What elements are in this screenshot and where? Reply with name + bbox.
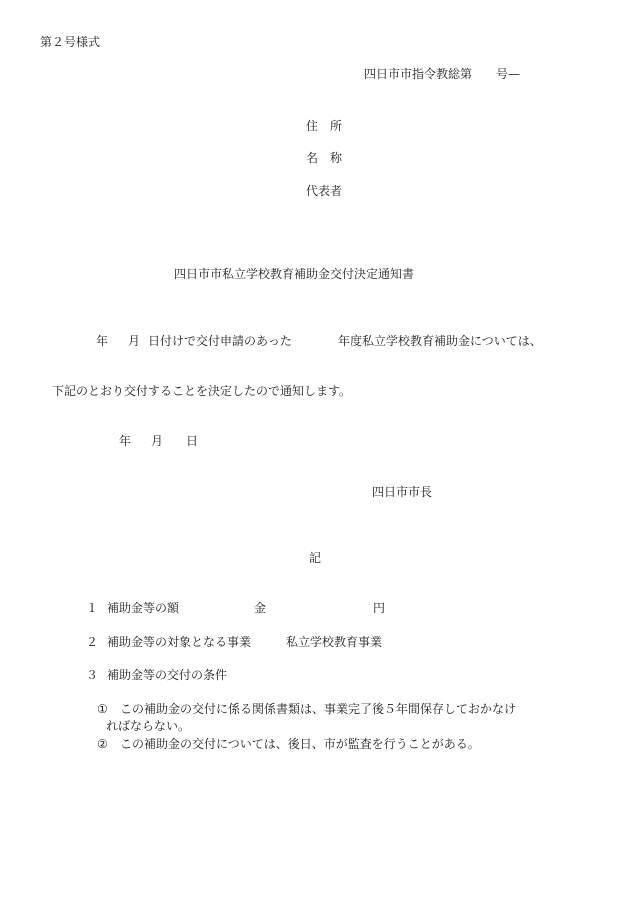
condition2-mark: ② bbox=[97, 737, 108, 751]
item1-yen: 円 bbox=[373, 601, 386, 615]
document-title: 四日市市私立学校教育補助金交付決定通知書 bbox=[174, 267, 415, 281]
body-year: 年 bbox=[96, 334, 109, 348]
body-applied-date: 日付けで交付申請のあった bbox=[148, 334, 292, 348]
item3-number: ３ bbox=[86, 668, 99, 682]
address-label: 住 所 bbox=[306, 119, 343, 133]
date-day: 日 bbox=[186, 434, 199, 448]
representative-label: 代表者 bbox=[306, 184, 343, 198]
issuer: 四日市市長 bbox=[372, 485, 433, 499]
reference-number: 四日市市指令教総第 号— bbox=[364, 67, 521, 81]
item1-label: 補助金等の額 bbox=[107, 601, 180, 615]
item1-kin: 金 bbox=[254, 601, 267, 615]
ki-heading: 記 bbox=[309, 551, 322, 565]
name-label: 名 称 bbox=[306, 151, 343, 165]
form-number: 第２号様式 bbox=[40, 35, 101, 49]
item1-number: １ bbox=[86, 601, 99, 615]
body-notice: 下記のとおり交付することを決定したので通知します。 bbox=[52, 384, 352, 398]
condition2-line1: この補助金の交付については、後日、市が監査を行うことがある。 bbox=[120, 737, 480, 751]
item2-label: 補助金等の対象となる事業 bbox=[107, 635, 252, 649]
body-fiscal-year: 年度私立学校教育補助金については、 bbox=[338, 334, 542, 348]
date-year: 年 bbox=[119, 434, 132, 448]
condition1-line1: この補助金の交付に係る関係書類は、事業完了後５年間保存しておかなけ bbox=[120, 702, 517, 716]
body-month: 月 bbox=[128, 334, 141, 348]
item3-label: 補助金等の交付の条件 bbox=[107, 668, 228, 682]
item2-number: ２ bbox=[86, 635, 99, 649]
item2-value: 私立学校教育事業 bbox=[286, 635, 383, 649]
date-month: 月 bbox=[151, 434, 164, 448]
condition1-mark: ① bbox=[97, 702, 108, 716]
condition1-line2: ればならない。 bbox=[106, 719, 191, 733]
